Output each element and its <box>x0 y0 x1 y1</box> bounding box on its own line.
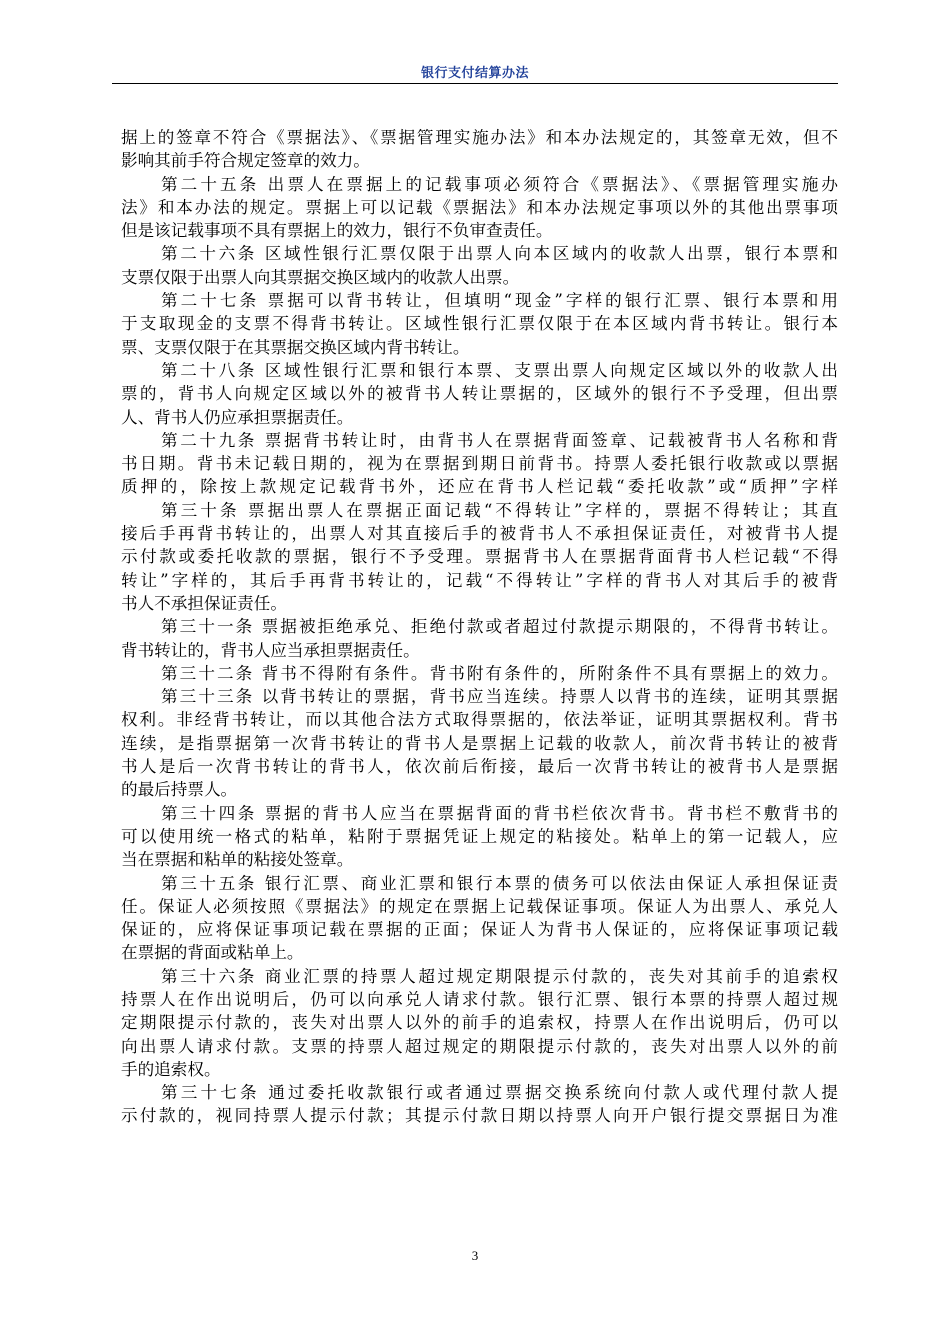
text-line: 第三十二条 背书不得附有条件。背书附有条件的，所附条件不具有票据上的效力。 <box>161 663 838 683</box>
text-line: 影响其前手符合规定签章的效力。 <box>121 151 370 171</box>
text-line: 手的追索权。 <box>121 1059 221 1079</box>
text-line: 第二十八条 区域性银行汇票和银行本票、支票出票人向规定区域以外的收款人出 <box>161 360 838 380</box>
text-line: 第二十九条 票据背书转让时，由背书人在票据背面签章、记载被背书人名称和背 <box>161 430 838 450</box>
text-line: 票的，背书人向规定区域以外的被背书人转让票据的，区域外的银行不予受理，但出票 <box>121 384 838 404</box>
text-line: 第三十六条 商业汇票的持票人超过规定期限提示付款的，丧失对其前手的追索权 <box>161 966 838 986</box>
text-line: 转让”字样的，其后手再背书转让的，记载“不得转让”字样的背书人对其后手的被背 <box>121 570 838 590</box>
text-line: 第三十五条 银行汇票、商业汇票和银行本票的债务可以依法由保证人承担保证责 <box>161 873 838 893</box>
text-line: 书人是后一次背书转让的背书人，依次前后衔接，最后一次背书转让的被背书人是票据 <box>121 757 838 777</box>
text-line: 第二十五条 出票人在票据上的记载事项必须符合《票据法》、《票据管理实施办 <box>161 174 838 194</box>
text-line: 持票人在作出说明后，仍可以向承兑人请求付款。银行汇票、银行本票的持票人超过规 <box>121 989 838 1009</box>
text-line: 定期限提示付款的，丧失对出票人以外的前手的追索权，持票人在作出说明后，仍可以 <box>121 1013 838 1033</box>
text-line: 法》和本办法的规定。票据上可以记载《票据法》和本办法规定事项以外的其他出票事项 <box>121 197 838 217</box>
text-line: 第三十条 票据出票人在票据正面记载“不得转让”字样的，票据不得转让；其直 <box>161 500 838 520</box>
document-body <box>121 126 838 1128</box>
text-line: 连续，是指票据第一次背书转让的背书人是票据上记载的收款人，前次背书转让的被背 <box>121 733 838 753</box>
text-line: 但是该记载事项不具有票据上的效力，银行不负审查责任。 <box>121 221 553 241</box>
header-divider <box>112 83 838 84</box>
text-line: 书日期。背书未记载日期的，视为在票据到期日前背书。持票人委托银行收款或以票据 <box>121 454 838 474</box>
page-number: 3 <box>471 1248 479 1263</box>
text-line: 背书转让的，背书人应当承担票据责任。 <box>121 640 420 660</box>
text-line: 第三十七条 通过委托收款银行或者通过票据交换系统向付款人或代理付款人提 <box>161 1083 838 1103</box>
text-line: 保证的，应将保证事项记载在票据的正面；保证人为背书人保证的，应将保证事项记载 <box>121 920 838 940</box>
text-line: 当在票据和粘单的粘接处签章。 <box>121 850 354 870</box>
text-line: 的最后持票人。 <box>121 780 238 800</box>
text-line: 示付款或委托收款的票据，银行不予受理。票据背书人在票据背面背书人栏记载“不得 <box>121 547 838 567</box>
text-line: 票、支票仅限于在其票据交换区域内背书转让。 <box>121 337 470 357</box>
text-line: 据上的签章不符合《票据法》、《票据管理实施办法》和本办法规定的，其签章无效，但不 <box>121 128 838 147</box>
text-line: 权利。非经背书转让，而以其他合法方式取得票据的，依法举证，证明其票据权利。背书 <box>121 710 838 730</box>
text-line: 接后手再背书转让的，出票人对其直接后手的被背书人不承担保证责任，对被背书人提 <box>121 524 838 544</box>
text-line: 向出票人请求付款。支票的持票人超过规定的期限提示付款的，丧失对出票人以外的前 <box>121 1036 838 1056</box>
text-line: 支票仅限于出票人向其票据交换区域内的收款人出票。 <box>121 267 520 287</box>
text-line: 示付款的，视同持票人提示付款；其提示付款日期以持票人向开户银行提交票据日为准 <box>121 1106 838 1126</box>
running-header-title: 银行支付结算办法 <box>420 66 529 81</box>
text-line: 第二十六条 区域性银行汇票仅限于出票人向本区域内的收款人出票，银行本票和 <box>161 244 838 264</box>
text-line: 第三十一条 票据被拒绝承兑、拒绝付款或者超过付款提示期限的，不得背书转让。 <box>161 617 838 637</box>
text-line: 第三十四条 票据的背书人应当在票据背面的背书栏依次背书。背书栏不敷背书的 <box>161 803 838 823</box>
text-line: 在票据的背面或粘单上。 <box>121 943 304 963</box>
text-line: 第三十三条 以背书转让的票据，背书应当连续。持票人以背书的连续，证明其票据 <box>161 687 838 707</box>
text-line: 任。保证人必须按照《票据法》的规定在票据上记载保证事项。保证人为出票人、承兑人 <box>121 896 838 916</box>
text-line: 人、背书人仍应承担票据责任。 <box>121 407 354 427</box>
text-line: 可以使用统一格式的粘单，粘附于票据凭证上规定的粘接处。粘单上的第一记载人，应 <box>121 826 838 846</box>
text-line: 质押的，除按上款规定记载背书外，还应在背书人栏记载“委托收款”或“质押”字样 <box>121 477 838 497</box>
text-line: 于支取现金的支票不得背书转让。区域性银行汇票仅限于在本区域内背书转让。银行本 <box>121 314 838 334</box>
text-line: 第二十七条 票据可以背书转让，但填明“现金”字样的银行汇票、银行本票和用 <box>161 291 838 311</box>
text-line: 书人不承担保证责任。 <box>121 593 287 613</box>
